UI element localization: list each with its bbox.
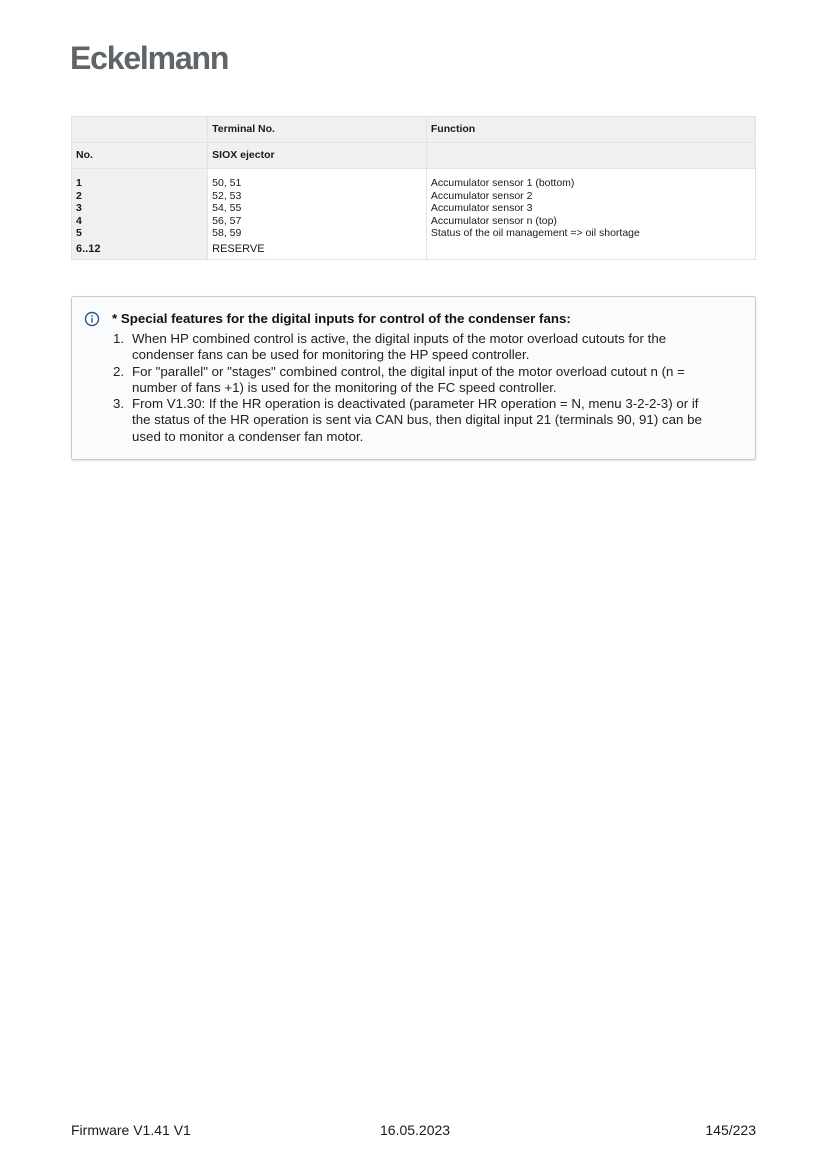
list-line: From V1.30: If the HR operation is deactivated (parameter HR operation = N, menu 3-2-2-3) or if — [132, 396, 699, 412]
footer-date: 16.05.2023 — [380, 1122, 451, 1138]
list-number: 3. — [113, 396, 125, 412]
row-function: Accumulator sensor 2 — [430, 189, 533, 202]
eckelmann-logo: Eckelmann — [70, 40, 229, 76]
row-no: 4 — [76, 214, 82, 227]
row-no: 3 — [76, 202, 82, 214]
list-line: When HP combined control is active, the digital inputs of the motor overload cutouts for the — [132, 331, 667, 346]
info-panel-title: * Special features for the digital inputs for control of the condenser fans: — [112, 311, 571, 326]
header-terminal-no: Terminal No. — [208, 117, 427, 143]
list-item — [113, 363, 742, 397]
list-line: number of fans +1) is used for the monitoring of the FC speed controller. — [132, 379, 557, 395]
footer-page-number: 145/223 — [705, 1122, 756, 1138]
table-body-row — [72, 169, 756, 260]
row-function: Accumulator sensor 1 (bottom) — [430, 177, 575, 189]
header-cell-empty — [72, 117, 208, 143]
list-line: For "parallel" or "stages" combined control, the digital input of the motor overload cutout n (n = — [132, 363, 685, 379]
footer-firmware: Firmware V1.41 V1 — [71, 1122, 191, 1138]
no-column — [72, 169, 208, 260]
row-no: 2 — [76, 189, 82, 202]
row-terminal: 58, 59 — [212, 227, 242, 239]
subheader-siox-ejector: SIOX ejector — [208, 143, 427, 169]
list-line: used to monitor a condenser fan motor. — [132, 428, 364, 444]
list-line: condenser fans can be used for monitoring the HP speed controller. — [132, 347, 530, 363]
list-number: 2. — [113, 363, 125, 379]
info-panel — [71, 296, 756, 460]
row-terminal: 56, 57 — [212, 214, 242, 227]
table-subheader-row — [72, 143, 756, 169]
row-no: 1 — [76, 177, 82, 189]
subheader-empty — [426, 143, 755, 169]
list-item — [113, 396, 742, 445]
row-terminal: 54, 55 — [212, 202, 242, 214]
row-no: 6..12 — [76, 242, 101, 255]
terminal-column — [208, 169, 427, 260]
row-terminal: RESERVE — [212, 242, 265, 255]
row-function: Accumulator sensor 3 — [430, 202, 533, 214]
row-terminal: 50, 51 — [212, 177, 242, 189]
row-function: Status of the oil management => oil shortage — [430, 227, 640, 239]
subheader-no: No. — [72, 143, 208, 169]
list-item — [113, 331, 742, 364]
header-function: Function — [426, 117, 755, 143]
list-number: 1. — [113, 331, 125, 346]
info-icon — [84, 311, 100, 327]
info-list — [113, 331, 742, 445]
row-function: Accumulator sensor n (top) — [430, 214, 557, 227]
terminal-table — [71, 116, 756, 260]
table-header-row — [72, 117, 756, 143]
list-line: the status of the HR operation is sent via CAN bus, then digital input 21 (terminals 90, 91) can be — [132, 412, 702, 428]
row-terminal: 52, 53 — [212, 189, 242, 202]
function-column — [426, 169, 755, 260]
row-no: 5 — [76, 227, 82, 239]
